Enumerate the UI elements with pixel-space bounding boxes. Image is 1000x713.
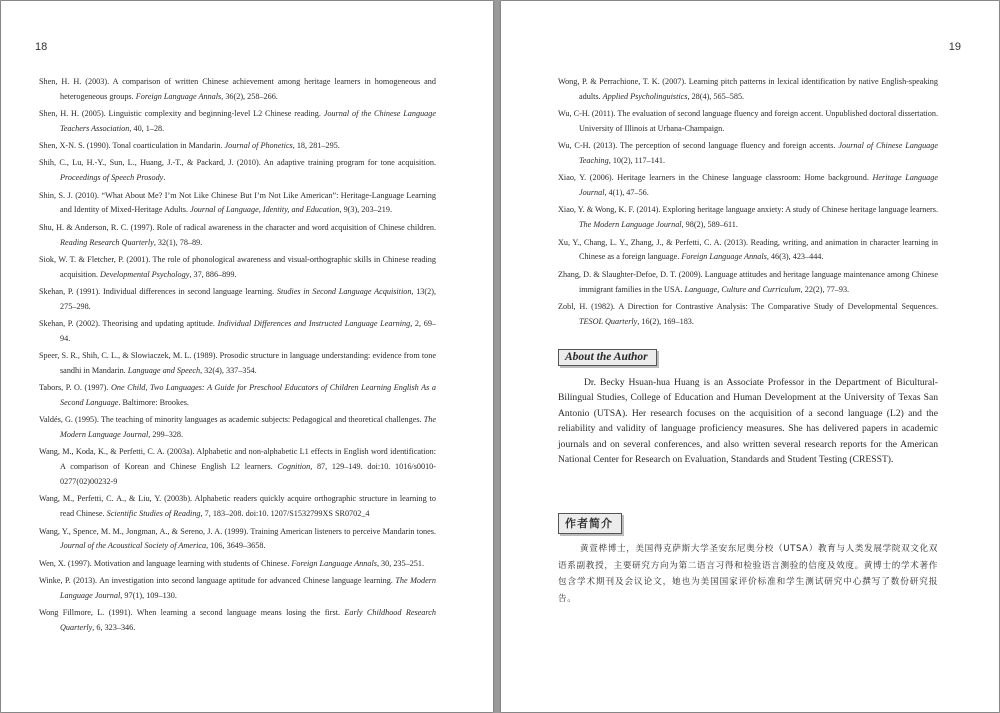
reference-text: Speer, S. R., Shih, C. L., & Slowiaczek, M. L. (1989). Prosodic structure in language understanding: evidence from tone sandhi in Mandarin. (39, 351, 436, 375)
reference-source-title: Cognition (277, 462, 311, 472)
reference-source-title: Language, Culture and Curriculum (684, 284, 801, 294)
right-page (501, 1, 999, 712)
reference-details: , 10(2), 117–141. (608, 156, 666, 166)
author-bio-cn-heading: 作者简介 (558, 513, 622, 534)
reference-details: , 30, 235–251. (376, 558, 425, 568)
reference-entry (39, 557, 436, 572)
reference-source-title: Scientific Studies of Reading (106, 509, 201, 519)
reference-entry (39, 381, 436, 411)
reference-entry (558, 300, 938, 330)
reference-text: Wang, M., Koda, K., & Perfetti, C. A. (2003a). Alphabetic and non-alphabetic L1 effects in English word identification: A comparison of Korean and Chinese English L2 learners. (39, 447, 436, 472)
reference-text: Wu, C-H. (2013). The perception of second language fluency and foreign accents. (558, 141, 839, 151)
reference-entry (39, 492, 436, 522)
left-page (1, 1, 493, 712)
reference-text: Wu, C-H. (2011). The evaluation of second language fluency and foreign accent. Unpublished doctoral dissertation. University of Illinois at Urbana-Champaign. (558, 109, 938, 134)
reference-source-title: Heritage Language Journal (579, 173, 938, 198)
reference-text: Xu, Y., Chang, L. Y., Zhang, J., & Perfetti, C. A. (2013). Reading, writing, and animation in character learning in Chinese as a foreign language. (558, 237, 938, 262)
reference-details: , 36(2), 258–266. (221, 91, 278, 101)
reference-entry (558, 107, 938, 137)
reference-text: Siok, W. T. & Fletcher, P. (2001). The role of phonological awareness and visual-orthographic skills in Chinese reading acquisition. (39, 254, 436, 279)
reference-text: Wang, M., Perfetti, C. A., & Liu, Y. (2003b). Alphabetic readers quickly acquire orthographic structure in learning to read Chinese. (39, 494, 436, 519)
reference-source-title: Individual Differences and Instructed Language Learning (217, 318, 411, 328)
reference-text: Shen, H. H. (2003). A comparison of written Chinese achievement among heritage learners in homogeneous and heterogeneous groups. (39, 77, 436, 101)
page-number: 18 (35, 41, 48, 53)
reference-details: , 4(1), 47–56. (604, 188, 649, 198)
reference-source-title: Journal of Phonetics (224, 141, 293, 151)
reference-text: Valdés, G. (1995). The teaching of minority languages as academic subjects: Pedagogical and theoretical challenges. (39, 415, 424, 425)
reference-entry (39, 156, 436, 186)
reference-entry (558, 236, 938, 266)
reference-text: Shen, X-N. S. (1990). Tonal coarticulation in Mandarin. (39, 141, 225, 151)
reference-source-title: The Modern Language Journal (60, 575, 436, 600)
reference-text: Wong, P. & Perrachione, T. K. (2007). Learning pitch patterns in lexical identification by native English-speaking adults. (558, 77, 938, 101)
reference-source-title: Reading Research Quarterly (60, 237, 154, 247)
reference-entry (39, 285, 436, 315)
reference-details: , 9(3), 203–219. (339, 205, 392, 215)
reference-entry (39, 349, 436, 379)
reference-text: Tabors, P. O. (1997). (39, 383, 111, 393)
reference-source-title: Journal of Language, Identity, and Education (190, 205, 340, 215)
reference-source-title: Language and Speech (127, 365, 201, 375)
reference-text: Shih, C., Lu, H.-Y., Sun, L., Huang, J.-T., & Packard, J. (2010). An adaptive training program for tone acquisition. (39, 158, 436, 168)
reference-details: , 97(1), 109–130. (120, 590, 177, 600)
reference-source-title: The Modern Language Journal (60, 415, 436, 440)
reference-list (558, 75, 938, 332)
reference-text: Xiao, Y. (2006). Heritage learners in the Chinese language classroom: Home background. (558, 173, 873, 183)
reference-source-title: The Modern Language Journal (579, 220, 682, 230)
reference-text: Shu, H. & Anderson, R. C. (1997). Role of radical awareness in the character and word acquisition of Chinese children. (39, 222, 436, 232)
reference-details: , 18, 281–295. (292, 141, 340, 151)
reference-list (39, 75, 436, 638)
reference-details: . (163, 173, 166, 183)
reference-source-title: Proceedings of Speech Prosody (60, 173, 164, 183)
reference-details: , 22(2), 77–93. (800, 284, 850, 294)
reference-details: , 7, 183–208. doi:10. 1207/S1532799XS SR0702_4 (200, 509, 370, 519)
reference-details: , 32(4), 337–354. (200, 365, 257, 375)
page-number: 19 (948, 41, 961, 53)
reference-entry (39, 107, 436, 137)
reference-source-title: Foreign Language Annals (291, 558, 377, 568)
about-author-text: Dr. Becky Hsuan-hua Huang is an Associate Professor in the Department of Bicultural-Bilingual Studies, College of Education and Human Development at the University of Texas San Antonio (UTSA). Her research focuses on the acquisition of a second language (L2) and the reliability and validity of language proficiency measures. She has delivered papers in academic journals and on several conferences, and also written several research reports for the American National Center for Research on Evaluation, Standards and Student Testing (CRESST). (558, 377, 938, 466)
reference-entry (39, 139, 436, 154)
reference-text: Zhang, D. & Slaughter-Defoe, D. T. (2009). Language attitudes and heritage language maintenance among Chinese immigrant families in the USA. (558, 269, 938, 294)
reference-entry (39, 253, 436, 283)
reference-source-title: Applied Psycholinguistics (602, 91, 688, 101)
reference-details: , 46(3), 423–444. (766, 252, 824, 262)
reference-entry (39, 574, 436, 604)
reference-entry (558, 171, 938, 201)
reference-text: Shin, S. J. (2010). “What About Me? I’m Not Like Chinese But I’m Not Like American”: Heritage-Language Learning and Identity of Mixed-Heritage Adults. (39, 190, 436, 215)
reference-source-title: Developmental Psychology (100, 269, 190, 279)
reference-details: . Baltimore: Brookes. (118, 398, 189, 408)
reference-entry (39, 445, 436, 490)
reference-entry (558, 268, 938, 298)
reference-details: , 106, 3649–3658. (206, 541, 266, 551)
reference-details: , 37, 886–899. (189, 269, 237, 279)
reference-details: , 16(2), 169–183. (637, 316, 694, 326)
reference-entry (558, 139, 938, 169)
reference-source-title: Studies in Second Language Acquisition (276, 286, 412, 296)
about-author-heading: About the Author (558, 349, 657, 366)
reference-source-title: Foreign Language Annals (681, 252, 767, 262)
reference-entry (39, 189, 436, 219)
reference-text: Wong Fillmore, L. (1991). When learning a second language means losing the first. (39, 607, 345, 617)
reference-source-title: Journal of Chinese Language Teaching (579, 141, 938, 166)
reference-details: , 40, 1–28. (129, 124, 165, 134)
reference-entry (39, 317, 436, 347)
reference-details: , 2, 69–94. (60, 318, 437, 343)
reference-details: , 98(2), 589–611. (681, 220, 738, 230)
reference-text: Wang, Y., Spence, M. M., Jongman, A., & Sereno, J. A. (1999). Training American listeners to perceive Mandarin tones. (39, 526, 436, 536)
reference-entry (39, 413, 436, 443)
reference-text: Wen, X. (1997). Motivation and language learning with students of Chinese. (39, 558, 292, 568)
reference-source-title: One Child, Two Languages: A Guide for Preschool Educators of Children Learning English As a Second Language (60, 383, 436, 408)
author-bio-cn-text: 黄萱桦博士，美国得克萨斯大学圣安东尼奥分校（UTSA）教育与人类发展学院双文化双语系副教授，主要研究方向为第二语言习得和检验语言测验的信度及效度。黄博士的学术著作包含学术期刊及会议论文，她也为美国国家评价标准和学生测试研究中心撰写了数份研究报告。 (558, 544, 938, 604)
reference-source-title: Early Childhood Research Quarterly (60, 607, 436, 632)
reference-entry (558, 203, 938, 233)
reference-text: Skehan, P. (2002). Theorising and updating aptitude. (39, 318, 218, 328)
reference-text: Xiao, Y. & Wong, K. F. (2014). Exploring heritage language anxiety: A study of Chinese heritage language learners. (558, 205, 938, 215)
reference-details: , 32(1), 78–89. (153, 237, 203, 247)
reference-entry (39, 606, 436, 636)
reference-source-title: Foreign Language Annals (135, 91, 222, 101)
reference-text: Skehan, P. (1991). Individual differences in second language learning. (39, 286, 277, 296)
reference-text: Winke, P. (2013). An investigation into second language aptitude for advanced Chinese language learning. (39, 575, 396, 585)
reference-entry (39, 75, 436, 105)
reference-source-title: TESOL Quarterly (579, 316, 638, 326)
reference-entry (558, 75, 938, 105)
reference-text: Shen, H. H. (2005). Linguistic complexity and beginning-level L2 Chinese reading. (39, 109, 324, 119)
reference-text: Zobl, H. (1982). A Direction for Contrastive Analysis: The Comparative Study of Developmental Sequences. (558, 301, 938, 311)
reference-source-title: Journal of the Acoustical Society of America (60, 541, 207, 551)
reference-details: , 299–328. (148, 430, 184, 440)
reference-details: , 28(4), 565–585. (687, 91, 745, 101)
reference-entry (39, 525, 436, 555)
reference-entry (39, 221, 436, 251)
reference-details: , 13(2), 275–298. (60, 286, 436, 311)
reference-source-title: Journal of the Chinese Language Teachers Association (60, 109, 437, 134)
reference-details: , 87, 129–149. doi:10. 1016/s0010-0277(02)00232-9 (60, 462, 436, 487)
reference-details: , 6, 323–346. (92, 622, 136, 632)
